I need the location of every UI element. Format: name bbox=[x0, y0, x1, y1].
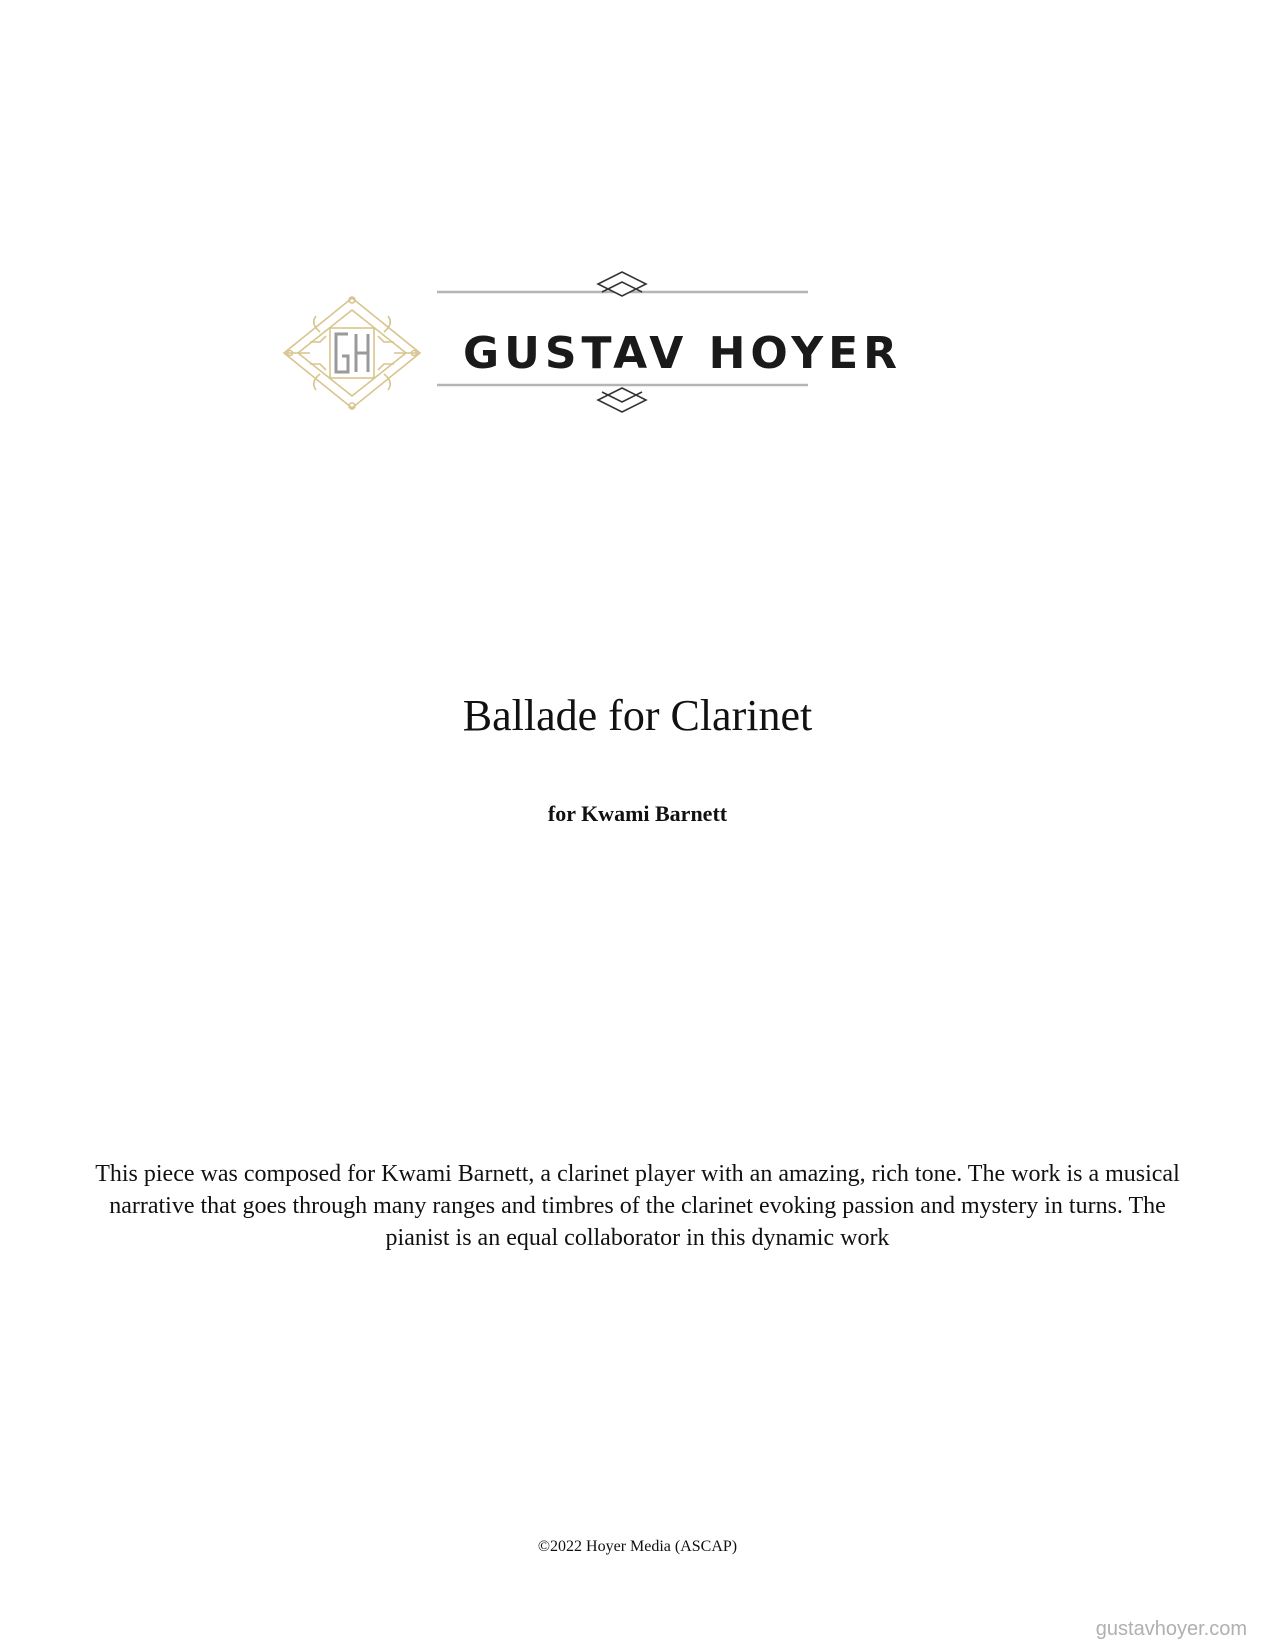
website-watermark: gustavhoyer.com bbox=[1095, 1618, 1247, 1640]
dedication: for Kwami Barnett bbox=[547, 801, 728, 826]
ornament-diamond-icon bbox=[284, 297, 420, 409]
piece-title: Ballade for Clarinet bbox=[462, 691, 813, 740]
copyright-notice: ©2022 Hoyer Media (ASCAP) bbox=[537, 1538, 738, 1555]
bottom-diamond-icon bbox=[598, 388, 646, 412]
brand-name: GUSTAV HOYER bbox=[463, 328, 903, 379]
program-note: This piece was composed for Kwami Barnett, a clarinet player with an amazing, rich tone. The work is a musical narrative that goes through many ranges and timbres of the clarinet evoking passion and mystery in turns. The pianist is an equal collaborator in this dynamic work bbox=[95, 1161, 1180, 1251]
monogram-icon bbox=[336, 334, 368, 372]
gustav-hoyer-logo bbox=[280, 270, 903, 440]
